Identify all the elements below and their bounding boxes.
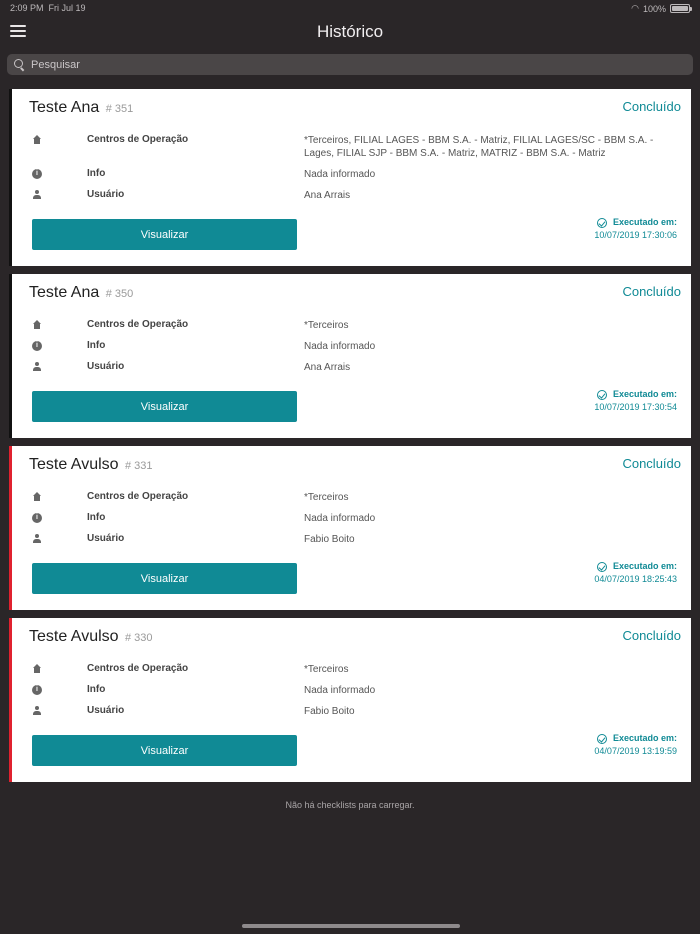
card-number: # 330 xyxy=(125,632,153,644)
status-time: 2:09 PM Fri Jul 19 xyxy=(10,3,86,13)
value-info: Nada informado xyxy=(304,685,376,696)
executed-info: Executado em: 04/07/2019 13:19:59 xyxy=(594,733,677,756)
label-centros: Centros de Operação xyxy=(87,319,189,330)
value-centros: *Terceiros, FILIAL LAGES - BBM S.A. - Matriz, FILIAL LAGES/SC - BBM S.A. - Lages, FILIAL SJP - BBM S.A. - Matriz, MATRIZ - BBM S.A. - Matriz xyxy=(304,135,654,159)
battery-icon xyxy=(670,4,690,13)
info-icon: i xyxy=(32,341,42,351)
executed-date: 04/07/2019 18:25:43 xyxy=(594,574,677,584)
card-number: # 350 xyxy=(105,288,134,300)
label-usuario: Usuário xyxy=(87,189,125,200)
label-info: Info xyxy=(87,340,106,351)
label-centros: Centros de Operação xyxy=(87,663,189,674)
search-input[interactable] xyxy=(31,59,693,71)
card-title: Teste Avulso # 330 xyxy=(29,628,153,645)
value-info: Nada informado xyxy=(304,169,376,180)
home-icon xyxy=(32,492,42,502)
status-right xyxy=(631,3,690,14)
user-icon xyxy=(32,534,42,544)
executed-info: Executado em: 10/07/2019 17:30:06 xyxy=(594,217,677,240)
search-bar[interactable] xyxy=(7,54,693,75)
info-icon: i xyxy=(32,685,42,695)
label-centros: Centros de Operação xyxy=(87,491,189,502)
info-icon: i xyxy=(32,513,42,523)
visualizar-button[interactable]: Visualizar xyxy=(32,219,297,250)
home-icon xyxy=(32,320,42,330)
checklist-card xyxy=(9,89,691,266)
card-number: # 331 xyxy=(125,460,153,472)
search-icon xyxy=(13,58,27,72)
executed-date: 10/07/2019 17:30:06 xyxy=(594,230,677,240)
executed-date: 04/07/2019 13:19:59 xyxy=(594,746,677,756)
card-title: Teste Ana # 350 xyxy=(29,284,134,301)
status-badge: Concluído xyxy=(622,456,681,471)
label-usuario: Usuário xyxy=(87,533,125,544)
executed-info: Executado em: 04/07/2019 18:25:43 xyxy=(594,561,677,584)
checklist-card xyxy=(9,618,691,782)
value-usuario: Fabio Boito xyxy=(304,534,355,545)
nav-bar xyxy=(0,16,700,50)
user-icon xyxy=(32,362,42,372)
value-usuario: Ana Arrais xyxy=(304,190,351,201)
wifi-icon: ◠ xyxy=(631,3,639,13)
value-centros: *Terceiros xyxy=(304,492,349,503)
check-circle-icon xyxy=(597,218,607,228)
check-circle-icon xyxy=(597,562,607,572)
value-centros: *Terceiros xyxy=(304,320,349,331)
value-info: Nada informado xyxy=(304,341,376,352)
home-icon xyxy=(32,664,42,674)
visualizar-button[interactable]: Visualizar xyxy=(32,735,297,766)
home-indicator[interactable] xyxy=(242,924,460,928)
executed-date: 10/07/2019 17:30:54 xyxy=(594,402,677,412)
check-circle-icon xyxy=(597,734,607,744)
label-centros: Centros de Operação xyxy=(87,134,189,145)
battery-percent: 100% xyxy=(642,3,666,14)
card-title: Teste Avulso # 331 xyxy=(29,456,153,473)
status-badge: Concluído xyxy=(622,628,681,643)
value-usuario: Fabio Boito xyxy=(304,706,355,717)
checklist-card xyxy=(9,446,691,610)
visualizar-button[interactable]: Visualizar xyxy=(32,391,297,422)
status-badge: Concluído xyxy=(622,284,681,299)
status-badge: Concluído xyxy=(622,99,681,114)
user-icon xyxy=(32,706,42,716)
page-title: Histórico xyxy=(316,22,384,41)
card-title: Teste Ana # 351 xyxy=(29,99,134,116)
info-icon: i xyxy=(32,169,42,179)
value-usuario: Ana Arrais xyxy=(304,362,351,373)
card-number: # 351 xyxy=(105,103,134,115)
home-icon xyxy=(32,135,42,145)
label-usuario: Usuário xyxy=(87,705,125,716)
empty-list-message: Não há checklists para carregar. xyxy=(285,800,415,810)
label-info: Info xyxy=(87,684,106,695)
value-centros: *Terceiros xyxy=(304,664,349,675)
checklist-card xyxy=(9,274,691,438)
visualizar-button[interactable]: Visualizar xyxy=(32,563,297,594)
value-info: Nada informado xyxy=(304,513,376,524)
label-info: Info xyxy=(87,512,106,523)
status-bar xyxy=(0,0,700,16)
executed-info: Executado em: 10/07/2019 17:30:54 xyxy=(594,389,677,412)
label-info: Info xyxy=(87,168,106,179)
label-usuario: Usuário xyxy=(87,361,125,372)
check-circle-icon xyxy=(597,390,607,400)
user-icon xyxy=(32,190,42,200)
